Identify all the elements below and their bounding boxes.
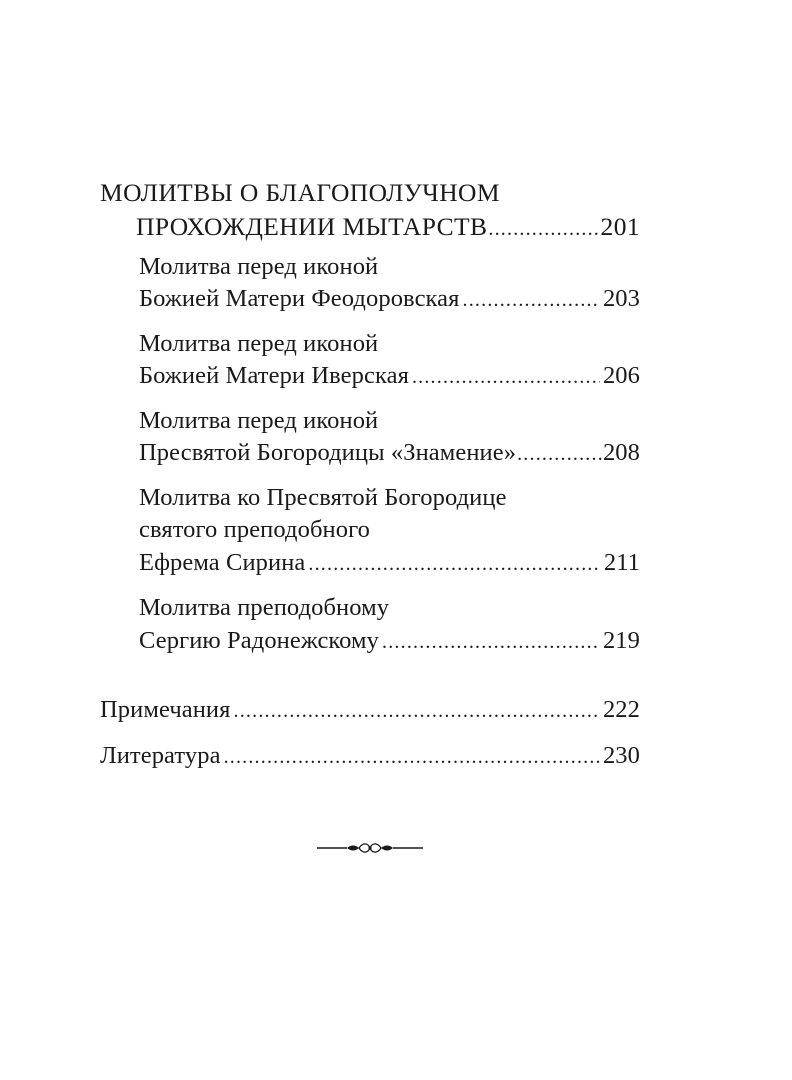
toc-entry-1-line1 xyxy=(139,252,378,282)
section-title-text: МОЛИТВЫ О БЛАГОПОЛУЧНОМ xyxy=(100,178,500,207)
entry-title-text: Молитва ко Пресвятой Богородице xyxy=(139,484,507,511)
section-title-text: ПРОХОЖДЕНИИ МЫТАРСТВ xyxy=(136,212,488,241)
toc-entry-3-line1 xyxy=(139,406,378,436)
toc-entry-notes xyxy=(100,695,640,726)
dot-leader xyxy=(517,439,602,469)
toc-entry-4-line3 xyxy=(139,548,640,579)
entry-title-text: Божией Матери Иверская xyxy=(139,362,409,389)
entry-title-text: Литература xyxy=(100,742,221,769)
entry-title-text: Молитва перед иконой xyxy=(139,330,379,357)
page-number: 219 xyxy=(602,627,640,654)
entry-title-text: Молитва перед иконой xyxy=(139,407,379,434)
page-number: 222 xyxy=(602,696,640,723)
page-number: 206 xyxy=(602,362,640,389)
dot-leader xyxy=(412,362,600,392)
page-number: 203 xyxy=(602,285,640,312)
page-number: 230 xyxy=(602,742,640,769)
flourish-divider-icon xyxy=(317,840,423,856)
entry-title-text: святого преподобного xyxy=(139,516,370,543)
toc-entry-literature xyxy=(100,741,640,772)
section-title-line2 xyxy=(136,212,640,244)
dot-leader xyxy=(308,549,600,579)
entry-title-text: Молитва преподобному xyxy=(139,594,390,621)
page-number: 201 xyxy=(600,212,640,241)
toc-entry-2-line1 xyxy=(139,329,378,359)
entry-title-text: Божией Матери Феодоровская xyxy=(139,285,460,312)
toc-entry-3-line2 xyxy=(139,438,640,469)
toc-entry-4-line2 xyxy=(139,515,370,545)
toc-entry-4-line1 xyxy=(139,483,507,513)
entry-title-text: Молитва перед иконой xyxy=(139,253,379,280)
dot-leader xyxy=(234,696,600,726)
page-number: 211 xyxy=(603,549,640,576)
dot-leader xyxy=(488,214,599,244)
toc-entry-2-line2 xyxy=(139,361,640,392)
section-title-line1 xyxy=(100,178,500,208)
toc-entry-5-line1 xyxy=(139,593,389,623)
entry-title-text: Сергию Радонежскому xyxy=(139,627,380,654)
dot-leader xyxy=(382,627,600,657)
dot-leader xyxy=(224,742,600,772)
dot-leader xyxy=(463,285,600,315)
toc-entry-1-line2 xyxy=(139,284,640,315)
entry-title-text: Пресвятой Богородицы «Знамение» xyxy=(139,439,517,466)
page-number: 208 xyxy=(602,439,640,466)
toc-entry-5-line2 xyxy=(139,626,640,657)
entry-title-text: Примечания xyxy=(100,696,231,723)
entry-title-text: Ефрема Сирина xyxy=(139,549,306,576)
